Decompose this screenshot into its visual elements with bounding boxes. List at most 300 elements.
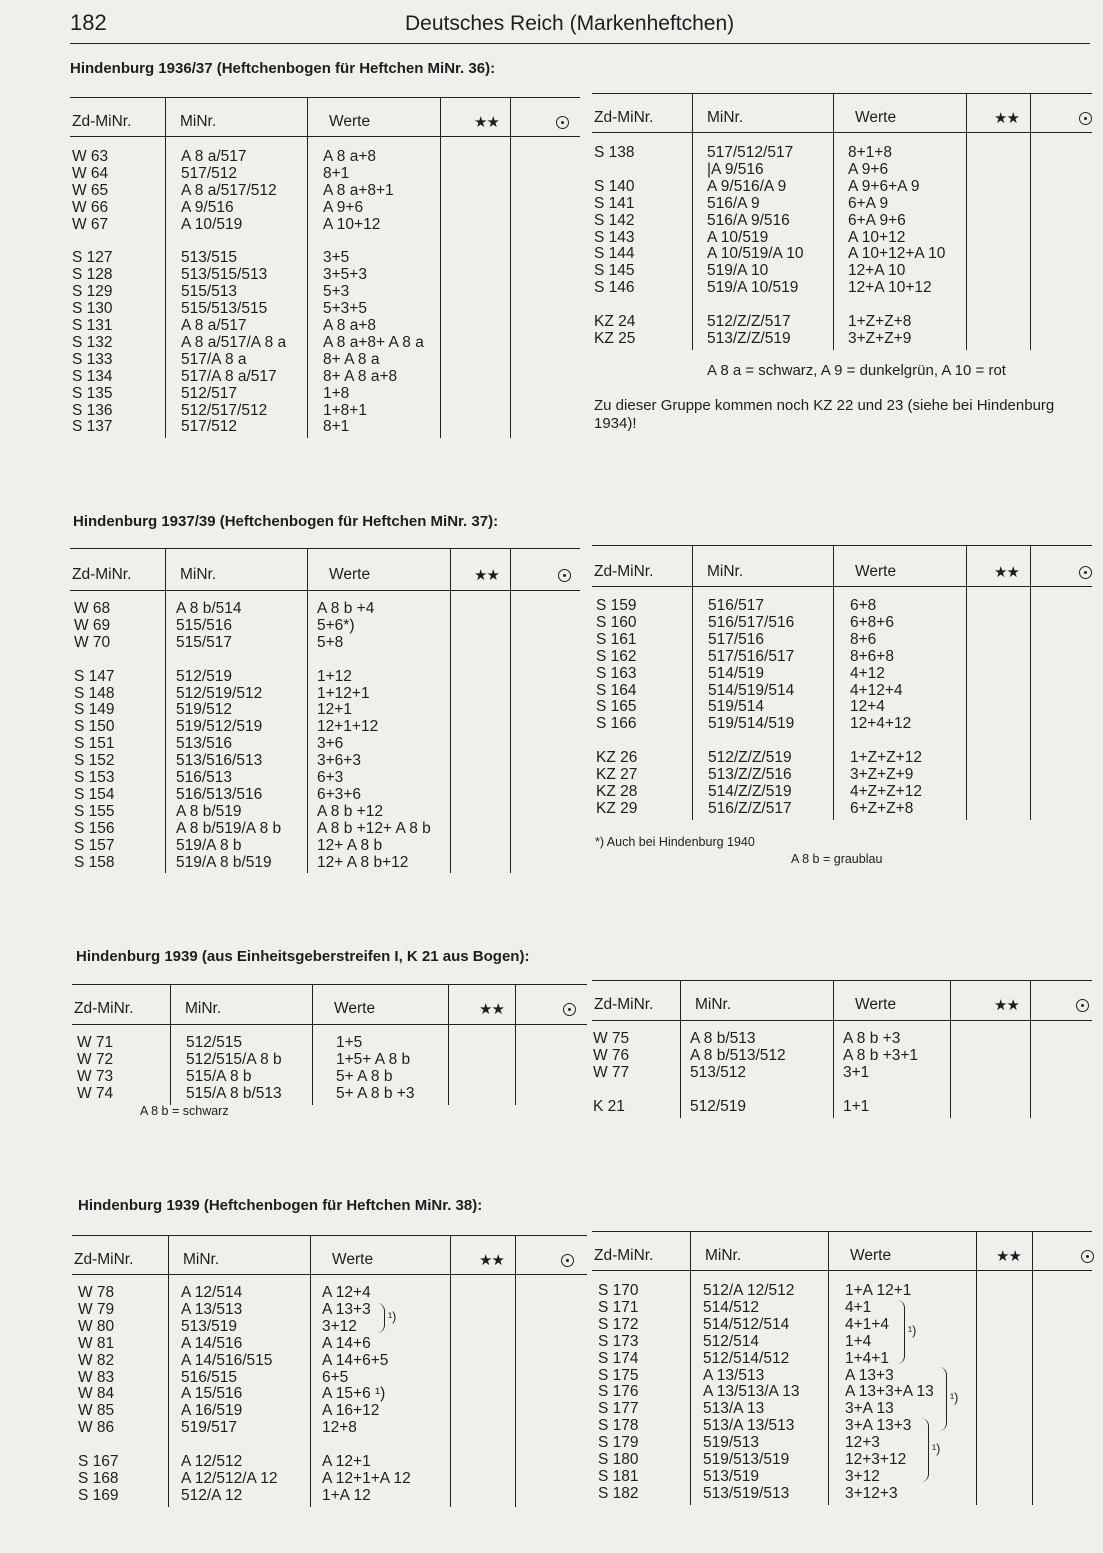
- cell-werte: 1+A 12+1: [845, 1282, 912, 1299]
- table-header-rule: [72, 1024, 587, 1025]
- cell-werte: A 13+3: [845, 1366, 894, 1384]
- column-rule: [170, 984, 171, 1105]
- header-minr: MiNr.: [707, 563, 744, 580]
- cell-mi-number: 519/517: [181, 1419, 238, 1437]
- cell-zd-number: S 156: [74, 819, 115, 837]
- cell-zd-number: S 129: [72, 283, 113, 301]
- cell-zd-number: S 152: [74, 752, 115, 770]
- cell-mi-number: 512/A 12: [181, 1486, 243, 1504]
- cell-werte: 6+3+6: [317, 785, 361, 803]
- cell-zd-number: S 130: [72, 300, 113, 318]
- cell-zd-number: S 161: [596, 630, 637, 648]
- header-werte: Werte: [334, 1000, 376, 1017]
- cell-werte: 8+6: [850, 630, 877, 648]
- column-rule: [510, 97, 511, 438]
- cell-werte: 5+6*): [317, 616, 355, 634]
- column-rule: [966, 93, 967, 350]
- cell-zd-number: S 180: [598, 1451, 639, 1468]
- cell-zd-number: W 79: [78, 1300, 115, 1318]
- cell-werte: 4+1+4: [845, 1315, 889, 1333]
- cell-zd-number: K 21: [593, 1097, 625, 1115]
- cell-mi-number: 512/519: [690, 1097, 747, 1115]
- cell-werte: 12+3: [845, 1434, 880, 1452]
- cell-zd-number: S 167: [78, 1453, 119, 1470]
- cell-mi-number: 514/519: [708, 664, 765, 682]
- cell-mi-number: A 13/513: [703, 1366, 765, 1384]
- cell-zd-number: S 165: [596, 698, 637, 716]
- cell-mi-number: 519/513/519: [703, 1451, 790, 1468]
- column-rule: [692, 93, 693, 350]
- cell-zd-number: S 173: [598, 1332, 639, 1350]
- cell-mi-number: 515/A 8 b/513: [186, 1084, 282, 1102]
- cell-zd-number: S 179: [598, 1434, 639, 1452]
- cell-werte: 3+5+3: [323, 266, 367, 284]
- cell-zd-number: S 163: [596, 664, 637, 682]
- cell-zd-number: KZ 27: [596, 766, 638, 783]
- header-werte: Werte: [855, 109, 897, 126]
- header-werte: Werte: [850, 1247, 892, 1264]
- cell-mi-number: 519/A 8 b: [176, 836, 242, 854]
- footnote-mark: ¹): [388, 1310, 397, 1324]
- cell-mi-number: A 8 a/517: [181, 148, 247, 165]
- cell-mi-number: |A 9/516: [707, 160, 764, 178]
- cell-mi-number: A 10/519: [707, 228, 769, 246]
- cell-mi-number: 516/517/516: [708, 613, 795, 631]
- column-rule: [515, 1235, 516, 1507]
- cell-mi-number: A 8 b/519/A 8 b: [176, 819, 282, 837]
- cell-mi-number: 519/512/519: [176, 718, 263, 736]
- cell-werte: 3+A 13: [845, 1400, 894, 1418]
- table-header-rule: [592, 132, 1092, 133]
- footnote: *) Auch bei Hindenburg 1940: [595, 835, 755, 849]
- cell-zd-number: S 169: [78, 1486, 119, 1504]
- column-rule: [680, 980, 681, 1118]
- cell-zd-number: S 144: [594, 245, 635, 263]
- cell-zd-number: W 63: [72, 148, 109, 165]
- cell-mi-number: A 8 a/517: [181, 317, 247, 334]
- cell-werte: 5+ A 8 b +3: [336, 1084, 415, 1102]
- cell-werte: 8+1: [323, 418, 350, 436]
- cell-mi-number: 516/517: [708, 597, 765, 614]
- cell-mi-number: 512/Z/Z/519: [708, 749, 792, 767]
- cell-mi-number: A 8 b/519: [176, 802, 242, 820]
- cell-zd-number: S 146: [594, 279, 635, 297]
- cell-zd-number: W 64: [72, 164, 109, 182]
- cell-zd-number: W 85: [78, 1402, 115, 1420]
- cell-mi-number: 515/517: [176, 633, 233, 651]
- column-rule: [690, 1231, 691, 1505]
- cell-werte: A 8 a+8: [323, 317, 377, 334]
- table-header-rule: [72, 1274, 587, 1275]
- cell-mi-number: 515/A 8 b: [186, 1067, 252, 1085]
- footnote-mark: ¹): [908, 1324, 917, 1338]
- cell-werte: 12+A 10: [848, 262, 906, 280]
- cell-mi-number: 517/512/517: [707, 144, 794, 161]
- cell-zd-number: W 72: [77, 1050, 114, 1068]
- cell-werte: A 10+12: [323, 215, 381, 233]
- cell-zd-number: KZ 28: [596, 782, 638, 800]
- cell-zd-number: W 68: [74, 600, 111, 617]
- cell-zd-number: W 70: [74, 633, 111, 651]
- postmark-circle-icon: [556, 116, 569, 129]
- cell-mi-number: 513/Z/Z/519: [707, 329, 791, 347]
- cell-mi-number: A 12/512/A 12: [181, 1469, 278, 1487]
- table-top-rule: [592, 93, 1092, 94]
- cell-werte: 12+ A 8 b+12: [317, 853, 409, 871]
- cell-zd-number: S 153: [74, 769, 115, 786]
- cell-werte: 4+Z+Z+12: [850, 782, 922, 800]
- header-zd-minr: Zd-MiNr.: [594, 109, 654, 126]
- cell-werte: 12+1+12: [317, 718, 379, 736]
- header-zd-minr: Zd-MiNr.: [74, 1251, 134, 1268]
- cell-mi-number: A 9/516: [181, 198, 234, 216]
- column-rule: [510, 548, 511, 873]
- column-rule: [165, 97, 166, 438]
- column-rule: [833, 93, 834, 350]
- cell-mi-number: 516/513/516: [176, 785, 263, 803]
- column-rule: [168, 1235, 169, 1507]
- cell-zd-number: S 151: [74, 735, 115, 753]
- cell-werte: 8+1+8: [848, 144, 892, 161]
- footnote-mark: ¹): [932, 1442, 941, 1456]
- cell-zd-number: S 140: [594, 177, 635, 195]
- section-title: Hindenburg 1937/39 (Heftchenbogen für Heftchen MiNr. 37):: [73, 513, 499, 530]
- cell-werte: A 8 a+8: [323, 148, 377, 165]
- cell-zd-number: KZ 29: [596, 799, 638, 817]
- cell-werte: 5+3+5: [323, 300, 367, 318]
- cell-werte: 1+5+ A 8 b: [336, 1050, 411, 1068]
- section-title: Hindenburg 1936/37 (Heftchenbogen für Heftchen MiNr. 36):: [70, 60, 496, 77]
- cell-mi-number: 519/A 10: [707, 262, 769, 280]
- header-mint: ★★: [994, 110, 1019, 127]
- cell-zd-number: S 148: [74, 684, 115, 702]
- column-rule: [1030, 545, 1031, 820]
- column-rule: [448, 984, 449, 1105]
- column-rule: [1030, 980, 1031, 1118]
- cell-werte: 3+5: [323, 249, 350, 267]
- cell-werte: A 8 b +4: [317, 600, 375, 617]
- cell-mi-number: 514/Z/Z/519: [708, 782, 792, 800]
- cell-werte: 1+4+1: [845, 1349, 889, 1367]
- cell-mi-number: 516/513: [176, 769, 233, 786]
- cell-zd-number: W 71: [77, 1034, 114, 1051]
- cell-werte: 6+A 9+6: [848, 211, 906, 229]
- column-rule: [307, 548, 308, 873]
- column-rule: [1032, 1231, 1033, 1505]
- cell-mi-number: 514/512/514: [703, 1315, 790, 1333]
- header-minr: MiNr.: [180, 566, 217, 583]
- cell-mi-number: 516/A 9/516: [707, 211, 790, 229]
- cell-mi-number: 516/515: [181, 1368, 238, 1386]
- cell-mi-number: A 9/516/A 9: [707, 177, 787, 195]
- cell-werte: 12+4+12: [850, 715, 912, 733]
- cell-werte: 12+4: [850, 698, 885, 716]
- cell-zd-number: S 136: [72, 401, 113, 419]
- postmark-circle-icon: [1081, 1250, 1094, 1263]
- cell-mi-number: 513/516/513: [176, 752, 263, 770]
- cell-zd-number: S 149: [74, 701, 115, 719]
- cell-zd-number: W 66: [72, 198, 109, 216]
- cell-mi-number: 513/A 13/513: [703, 1417, 795, 1435]
- cell-mi-number: 513/519/513: [703, 1484, 790, 1502]
- header-minr: MiNr.: [185, 1000, 222, 1017]
- cell-zd-number: S 128: [72, 266, 113, 284]
- cell-mi-number: 519/512: [176, 701, 233, 719]
- cell-mi-number: 512/517: [181, 384, 238, 402]
- cell-zd-number: W 78: [78, 1284, 115, 1301]
- column-rule: [440, 97, 441, 438]
- cell-werte: A 15+6 ¹): [322, 1385, 386, 1403]
- table-header-rule: [70, 136, 580, 137]
- cell-mi-number: A 12/514: [181, 1284, 243, 1301]
- table-header-rule: [592, 1020, 1092, 1021]
- cell-werte: 8+ A 8 a: [323, 350, 380, 368]
- cell-werte: A 13+3+A 13: [845, 1383, 934, 1401]
- cell-mi-number: A 13/513/A 13: [703, 1383, 800, 1401]
- cell-mi-number: 512/517/512: [181, 401, 268, 419]
- header-zd-minr: Zd-MiNr.: [594, 996, 654, 1013]
- cell-werte: A 8 b +3: [843, 1030, 901, 1047]
- cell-mi-number: A 12/512: [181, 1453, 243, 1470]
- cell-zd-number: S 133: [72, 350, 113, 368]
- cell-werte: A 8 a+8+ A 8 a: [323, 333, 424, 351]
- header-minr: MiNr.: [180, 113, 217, 130]
- cell-zd-number: S 150: [74, 718, 115, 736]
- header-zd-minr: Zd-MiNr.: [594, 563, 654, 580]
- cell-zd-number: S 162: [596, 647, 637, 665]
- header-mint: ★★: [479, 1001, 504, 1018]
- cell-zd-number: W 74: [77, 1084, 114, 1102]
- column-rule: [312, 984, 313, 1105]
- cell-zd-number: S 182: [598, 1484, 639, 1502]
- cell-zd-number: S 142: [594, 211, 635, 229]
- cell-zd-number: S 135: [72, 384, 113, 402]
- cell-mi-number: 515/513/515: [181, 300, 268, 318]
- cell-mi-number: 517/516/517: [708, 647, 795, 665]
- column-rule: [1030, 93, 1031, 350]
- cell-werte: 1+5: [336, 1034, 363, 1051]
- page-number: 182: [70, 10, 107, 35]
- cell-werte: 1+4: [845, 1332, 872, 1350]
- cell-zd-number: W 81: [78, 1334, 115, 1352]
- header-werte: Werte: [332, 1251, 374, 1268]
- cell-mi-number: A 13/513: [181, 1300, 243, 1318]
- table-header-rule: [592, 1270, 1092, 1271]
- group-brace: [896, 1300, 905, 1364]
- header-minr: MiNr.: [183, 1251, 220, 1268]
- table-top-rule: [70, 548, 580, 549]
- cell-werte: 4+1: [845, 1298, 872, 1316]
- header-mint: ★★: [994, 997, 1019, 1014]
- cell-zd-number: S 170: [598, 1282, 639, 1299]
- cell-mi-number: 512/519: [176, 667, 233, 685]
- cell-zd-number: S 127: [72, 249, 113, 267]
- group-brace: [376, 1303, 385, 1333]
- cell-zd-number: W 80: [78, 1317, 115, 1335]
- cell-werte: 1+8: [323, 384, 350, 402]
- cell-werte: 4+12+4: [850, 681, 903, 699]
- cell-zd-number: S 172: [598, 1315, 639, 1333]
- cell-mi-number: A 8 a/517/A 8 a: [181, 333, 287, 351]
- cell-werte: A 9+6: [323, 198, 364, 216]
- cell-zd-number: W 69: [74, 616, 111, 634]
- cell-mi-number: 513/519: [181, 1317, 238, 1335]
- cell-mi-number: A 8 b/514: [176, 600, 242, 617]
- cell-werte: 3+6+3: [317, 752, 361, 770]
- cell-zd-number: S 137: [72, 418, 113, 436]
- postmark-circle-icon: [561, 1254, 574, 1267]
- cell-mi-number: 519/A 10/519: [707, 279, 799, 297]
- cell-zd-number: W 65: [72, 181, 109, 199]
- cell-mi-number: 517/A 8 a: [181, 350, 247, 368]
- cell-mi-number: 512/Z/Z/517: [707, 313, 791, 330]
- cell-mi-number: 512/514/512: [703, 1349, 790, 1367]
- header-zd-minr: Zd-MiNr.: [74, 1000, 134, 1017]
- cell-zd-number: W 73: [77, 1067, 114, 1085]
- cell-zd-number: S 174: [598, 1349, 639, 1367]
- header-zd-minr: Zd-MiNr.: [72, 566, 132, 583]
- cell-zd-number: S 143: [594, 228, 635, 246]
- cell-zd-number: S 147: [74, 667, 115, 685]
- group-brace: [938, 1367, 947, 1431]
- cell-werte: A 13+3: [322, 1300, 371, 1318]
- header-mint: ★★: [479, 1252, 504, 1269]
- cell-mi-number: 512/515/A 8 b: [186, 1050, 282, 1068]
- column-rule: [450, 1235, 451, 1507]
- cell-werte: 12+3+12: [845, 1451, 907, 1468]
- cell-mi-number: 512/514: [703, 1332, 760, 1350]
- color-note: A 8 b = graublau: [791, 852, 883, 866]
- header-minr: MiNr.: [705, 1247, 742, 1264]
- cell-zd-number: S 168: [78, 1469, 119, 1487]
- cell-zd-number: S 134: [72, 367, 113, 385]
- cell-zd-number: W 76: [593, 1046, 630, 1064]
- cell-werte: 1+8+1: [323, 401, 367, 419]
- header-zd-minr: Zd-MiNr.: [594, 1247, 654, 1264]
- cell-mi-number: 516/Z/Z/517: [708, 799, 792, 817]
- cell-werte: A 8 a+8+1: [323, 181, 394, 199]
- cell-zd-number: S 159: [596, 597, 637, 614]
- cell-zd-number: KZ 25: [594, 329, 636, 347]
- cell-werte: 5+ A 8 b: [336, 1067, 393, 1085]
- cell-zd-number: S 175: [598, 1366, 639, 1384]
- table-top-rule: [70, 97, 580, 98]
- cell-mi-number: 515/513: [181, 283, 238, 301]
- cell-mi-number: 513/A 13: [703, 1400, 765, 1418]
- cell-zd-number: W 67: [72, 215, 109, 233]
- cell-mi-number: 519/A 8 b/519: [176, 853, 272, 871]
- cell-werte: 12+ A 8 b: [317, 836, 383, 854]
- cell-mi-number: 513/512: [690, 1063, 747, 1081]
- cell-werte: 12+A 10+12: [848, 279, 932, 297]
- column-rule: [966, 545, 967, 820]
- table-top-rule: [72, 984, 587, 985]
- postmark-circle-icon: [563, 1003, 576, 1016]
- column-rule: [165, 548, 166, 873]
- cell-werte: A 8 b +12: [317, 802, 383, 820]
- table-top-rule: [592, 980, 1092, 981]
- cell-zd-number: S 166: [596, 715, 637, 733]
- cell-werte: 3+A 13+3: [845, 1417, 912, 1435]
- cell-werte: 1+12: [317, 667, 352, 685]
- cell-zd-number: W 86: [78, 1419, 115, 1437]
- header-minr: MiNr.: [707, 109, 744, 126]
- cell-mi-number: 514/519/514: [708, 681, 795, 699]
- cell-werte: 6+8+6: [850, 613, 894, 631]
- color-note: A 8 b = schwarz: [140, 1104, 229, 1118]
- cell-werte: A 14+6: [322, 1334, 371, 1352]
- cell-werte: 6+A 9: [848, 194, 889, 212]
- header-zd-minr: Zd-MiNr.: [72, 113, 132, 130]
- cell-zd-number: S 141: [594, 194, 635, 212]
- cell-werte: A 10+12: [848, 228, 906, 246]
- cell-werte: 3+1: [843, 1063, 870, 1081]
- cell-zd-number: W 82: [78, 1351, 115, 1369]
- cell-zd-number: S 138: [594, 144, 635, 161]
- header-werte: Werte: [855, 563, 897, 580]
- cell-mi-number: A 8 a/517/512: [181, 181, 277, 199]
- cell-mi-number: 516/A 9: [707, 194, 760, 212]
- table-top-rule: [592, 545, 1092, 546]
- cell-werte: 8+ A 8 a+8: [323, 367, 398, 385]
- cell-werte: 8+1: [323, 164, 350, 182]
- column-rule: [976, 1231, 977, 1505]
- cell-werte: A 8 b +3+1: [843, 1046, 918, 1064]
- cell-werte: 1+1: [843, 1097, 870, 1115]
- cell-mi-number: 513/Z/Z/516: [708, 766, 792, 783]
- cell-zd-number: S 132: [72, 333, 113, 351]
- column-rule: [307, 97, 308, 438]
- cell-zd-number: S 176: [598, 1383, 639, 1401]
- cell-werte: A 14+6+5: [322, 1351, 389, 1369]
- cell-mi-number: A 10/519/A 10: [707, 245, 804, 263]
- table-top-rule: [592, 1231, 1092, 1232]
- cell-werte: 3+Z+Z+9: [848, 329, 912, 347]
- cell-mi-number: 514/512: [703, 1298, 760, 1316]
- header-mint: ★★: [474, 567, 499, 584]
- cell-werte: 3+12: [322, 1317, 357, 1335]
- cell-mi-number: 517/512: [181, 418, 238, 436]
- cell-mi-number: 513/516: [176, 735, 233, 753]
- cell-werte: 1+12+1: [317, 684, 370, 702]
- header-werte: Werte: [855, 996, 897, 1013]
- cell-zd-number: S 157: [74, 836, 115, 854]
- header-mint: ★★: [474, 114, 499, 131]
- section-title: Hindenburg 1939 (aus Einheitsgeberstreifen I, K 21 aus Bogen):: [76, 948, 530, 965]
- cell-werte: A 10+12+A 10: [848, 245, 946, 263]
- cell-zd-number: S 160: [596, 613, 637, 631]
- cell-zd-number: S 131: [72, 317, 113, 334]
- cell-mi-number: 515/516: [176, 616, 233, 634]
- color-note: A 8 a = schwarz, A 9 = dunkelgrün, A 10 = rot: [707, 362, 1006, 379]
- group-note: Zu dieser Gruppe kommen noch KZ 22 und 23 (siehe bei Hindenburg 1934)!: [594, 397, 1055, 432]
- column-rule: [828, 1231, 829, 1505]
- cell-werte: 5+8: [317, 633, 344, 651]
- cell-werte: 3+Z+Z+9: [850, 766, 914, 783]
- cell-zd-number: S 171: [598, 1298, 639, 1316]
- cell-zd-number: W 83: [78, 1368, 115, 1386]
- cell-werte: 1+A 12: [322, 1486, 371, 1504]
- cell-mi-number: A 15/516: [181, 1385, 243, 1403]
- cell-werte: 5+3: [323, 283, 350, 301]
- cell-werte: 8+6+8: [850, 647, 894, 665]
- cell-werte: A 8 b +12+ A 8 b: [317, 819, 431, 837]
- cell-mi-number: 512/519/512: [176, 684, 263, 702]
- cell-zd-number: W 84: [78, 1385, 115, 1403]
- cell-werte: A 12+4: [322, 1284, 371, 1301]
- cell-zd-number: S 145: [594, 262, 635, 280]
- header-rule: [70, 43, 1090, 44]
